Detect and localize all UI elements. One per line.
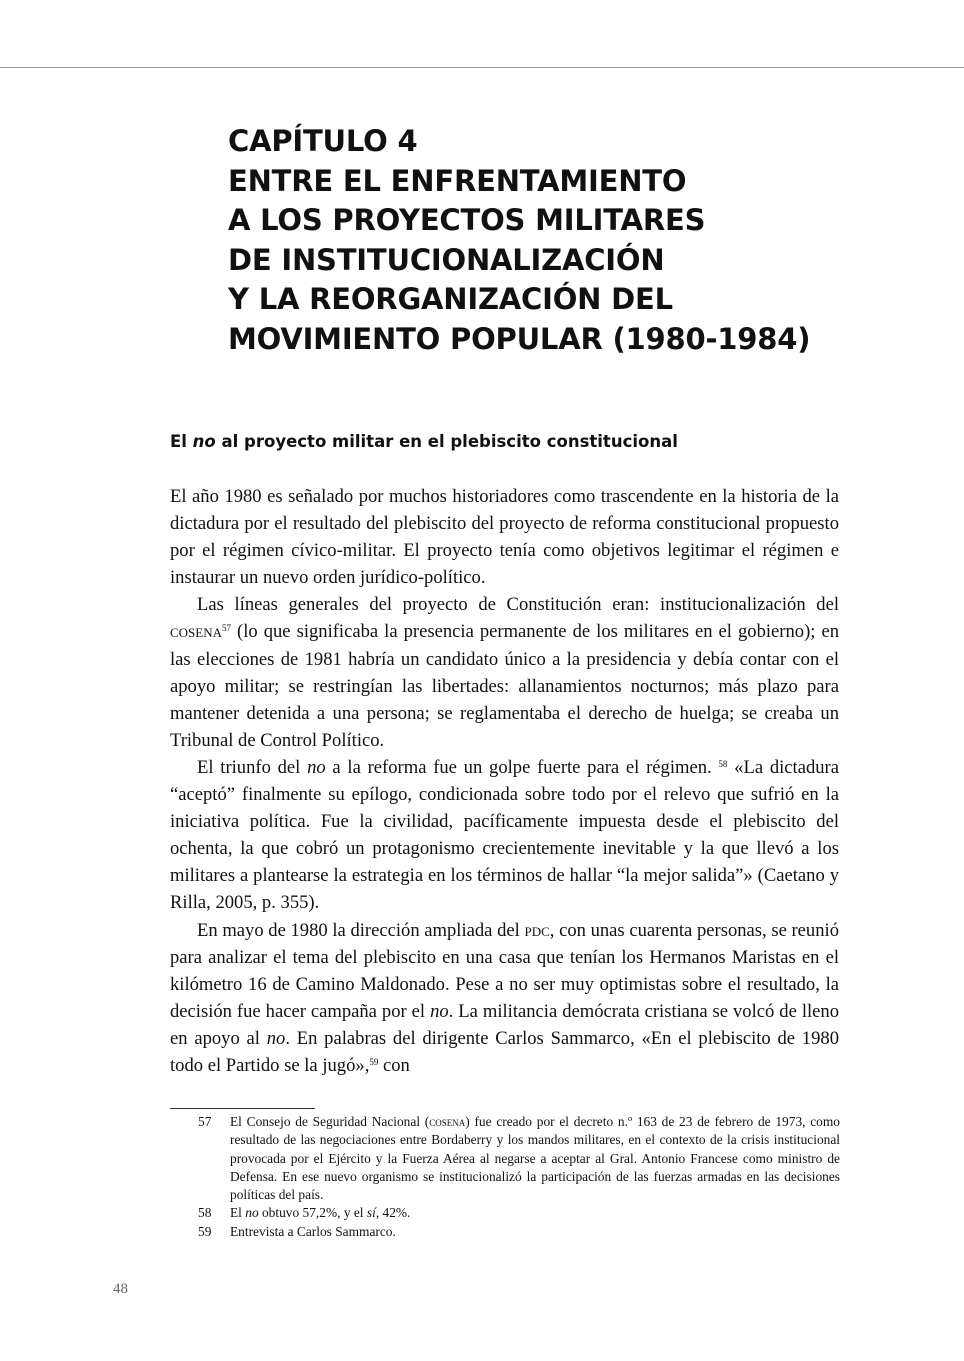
paragraph-4: En mayo de 1980 la dirección ampliada del pdc, con unas cuarenta personas, se reunió para analizar el tema del plebiscito en una casa que tenían los Hermanos Maristas en el kilómetro 16 de Camino Maldonado. Pese a no ser muy optimistas sobre el resultado, la decisión fue hacer campaña por el no. La militancia demócrata cristiana se volcó de lleno en apoyo al no. En palabras del dirigente Carlos Sammarco, «En el plebiscito de 1980 todo el Partido se la jugó»,$^{59}$ con — [170, 919, 839, 1076]
footnote-ref-58[interactable]: 58 — [718, 758, 728, 769]
chapter-title-line: ENTRE EL ENFRENTAMIENTO — [228, 163, 687, 198]
section-heading: El no al proyecto militar en el plebiscito constitucional — [170, 432, 678, 451]
footnote-number: 59 — [198, 1223, 212, 1239]
paragraph-3: El triunfo del no a la reforma fue un golpe fuerte para el régimen. $^{58}$ «La dictadura “aceptó” finalmente su epílogo, condicionada sobre todo por el relevo que sufrió en la iniciativa política. Fue la civilidad, pacíficamente impuesta desde el plebiscito del ochenta, la que cobró un protagonismo crecientemente inevitable y la que llevó a los militares a plantearse la estrategia en los términos de hallar “la mejor salida”» (Caetano y Rilla, 2005, p. 355). — [170, 756, 839, 914]
footnote-ref-57[interactable]: 57 — [222, 623, 232, 634]
footnote-59 — [198, 1223, 840, 1241]
chapter-title-line: MOVIMIENTO POPULAR (1980-1984) — [228, 321, 811, 356]
footnote-58 — [198, 1204, 840, 1222]
footnote-rule — [170, 1108, 315, 1109]
footnote-text: Entrevista a Carlos Sammarco. — [230, 1223, 396, 1239]
chapter-title-line: A LOS PROYECTOS MILITARES — [228, 203, 706, 237]
page-number: 48 — [113, 1281, 128, 1297]
chapter-title-line: DE INSTITUCIONALIZACIÓN — [228, 242, 665, 277]
chapter-title-line: Y LA REORGANIZACIÓN DEL — [228, 282, 673, 316]
acronym-pdc: pdc — [524, 919, 550, 941]
header-rule — [0, 67, 964, 68]
footnote-number: 58 — [198, 1205, 212, 1221]
footnote-57 — [198, 1113, 840, 1204]
footnotes — [198, 1113, 840, 1241]
footnote-number: 57 — [198, 1114, 212, 1129]
footnote-ref-59[interactable]: 59 — [369, 1056, 379, 1067]
footnote-text: El no obtuvo 57,2%, y el sí, 42%. — [230, 1205, 411, 1221]
paragraph-1: El año 1980 es señalado por muchos historiadores como trascendente en la historia de la dictadura por el resultado del plebiscito del proyecto de reforma constitucional propuesto por el régimen cívico-militar. El proyecto tenía como objetivos legitimar el régimen e instaurar un nuevo orden jurídico-político. — [170, 486, 839, 589]
chapter-title-line: CAPÍTULO 4 — [228, 124, 418, 158]
chapter-title — [228, 122, 868, 359]
body-text — [170, 483, 839, 1079]
footnote-text: El Consejo de Seguridad Nacional (cosena) fue creado por el decreto n.º 163 de 23 de febrero de 1973, como resultado de las negociaciones entre Bordaberry y los mandos militares, en el contexto de la crisis institucional provocada por el Ejército y la Fuerza Aérea al negarse a aceptar al Gral. Antonio Francese como ministro de Defensa. En ese nuevo organismo se institucionalizó la participación de las fuerzas armadas en las decisiones políticas del país. — [230, 1114, 840, 1203]
paragraph-2: Las líneas generales del proyecto de Constitución eran: institucionalización del cosena$^{57}$ (lo que significaba la presencia permanente de los militares en el gobierno); en las elecciones de 1981 habría un candidato único a la presidencia y debía contar con el apoyo militar; se restringían las libertades: allanamientos nocturnos; más plazo para mantener detenida a una persona; se reglamentaba el derecho de huelga; se creaba un Tribunal de Control Político. — [170, 594, 839, 751]
acronym-cosena: cosena — [170, 621, 223, 643]
